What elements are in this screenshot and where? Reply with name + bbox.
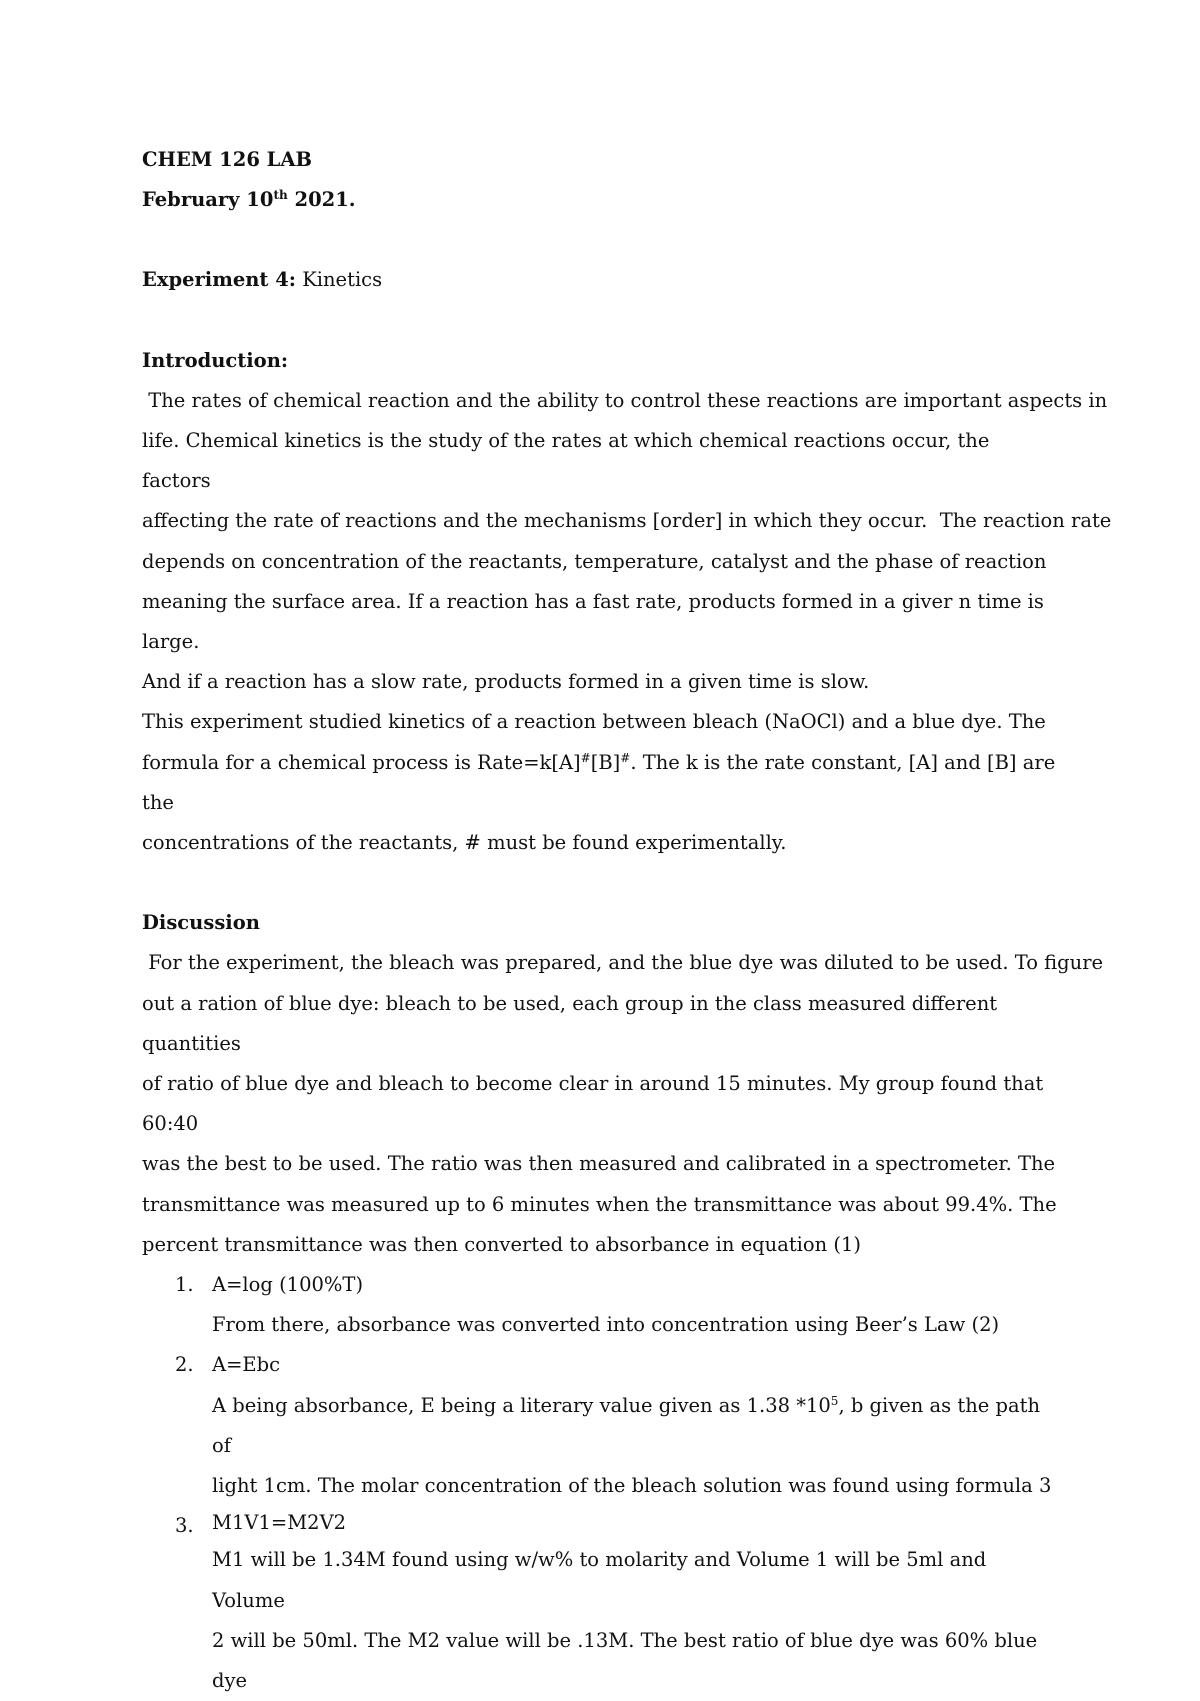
experiment-label: Experiment 4:	[142, 268, 296, 292]
intro-line: concentrations of the reactants, # must be found experimentally.	[142, 831, 787, 855]
discussion-line: For the experiment, the bleach was prepared, and the blue dye was diluted to be used. To figure	[142, 951, 1104, 975]
date-superscript: th	[273, 188, 288, 203]
discussion-line: out a ration of blue dye: bleach to be used, each group in the class measured different quantities	[142, 991, 998, 1055]
equation-number: 2.	[175, 1353, 194, 1377]
discussion-line: transmittance was measured up to 6 minutes when the transmittance was about 99.4%. The	[142, 1192, 1057, 1216]
equation-explanation: 2 will be 50ml. The M2 value will be .13M. The best ratio of blue dye was 60% blue dye	[212, 1628, 1038, 1692]
discussion-line: was the best to be used. The ratio was then measured and calibrated in a spectrometer. The	[142, 1152, 1056, 1176]
equation-list	[142, 1265, 1062, 1701]
equation-formula: A=log (100%T)	[212, 1273, 364, 1297]
formula-text-b: [B]	[590, 750, 621, 774]
introduction-paragraph	[142, 381, 1112, 863]
experiment-line	[142, 260, 1062, 300]
intro-line: life. Chemical kinetics is the study of the rates at which chemical reactions occur, the factors	[142, 429, 990, 493]
explanation-text-b: , b given as the path of	[212, 1393, 1041, 1457]
intro-formula-line	[142, 743, 1062, 823]
formula-text-c: . The k is the rate constant, [A] and [B] are the	[142, 750, 1056, 814]
introduction-heading: Introduction:	[142, 348, 289, 372]
equation-explanation: light 1cm. The molar concentration of the bleach solution was found using formula 3	[212, 1474, 1052, 1498]
equation-explanation: M1 will be 1.34M found using w/w% to molarity and Volume 1 will be 5ml and Volume	[212, 1548, 987, 1612]
formula-superscript-1: #	[580, 750, 591, 765]
date-line	[142, 180, 1062, 220]
intro-line: affecting the rate of reactions and the mechanisms [order] in which they occur. The reaction rate	[142, 509, 1112, 533]
spacer	[142, 863, 1062, 903]
equation-explanation: From there, absorbance was converted into concentration using Beer’s Law (2)	[212, 1313, 1000, 1337]
intro-line: And if a reaction has a slow rate, products formed in a given time is slow.	[142, 670, 870, 694]
intro-line: This experiment studied kinetics of a reaction between bleach (NaOCl) and a blue dye. The	[142, 710, 1046, 734]
equation-item	[142, 1265, 1062, 1345]
equation-number: 3.	[175, 1514, 194, 1538]
discussion-line: of ratio of blue dye and bleach to become clear in around 15 minutes. My group found that 60:40	[142, 1072, 1044, 1136]
intro-line: The rates of chemical reaction and the ability to control these reactions are important aspects in	[142, 388, 1108, 412]
discussion-heading: Discussion	[142, 911, 260, 935]
spacer	[142, 301, 1062, 341]
intro-line: meaning the surface area. If a reaction has a fast rate, products formed in a giver n time is large.	[142, 589, 1044, 654]
experiment-title: Kinetics	[296, 268, 383, 292]
intro-line: depends on concentration of the reactants, temperature, catalyst and the phase of reaction	[142, 549, 1047, 573]
formula-superscript-2: #	[620, 750, 631, 765]
discussion-paragraph	[142, 943, 1104, 1265]
exponent-superscript: 5	[830, 1393, 839, 1408]
document-body	[142, 140, 1112, 1701]
date-main: February 10	[142, 188, 274, 212]
discussion-line: percent transmittance was then converted to absorbance in equation (1)	[142, 1232, 862, 1256]
equation-explanation	[212, 1386, 1062, 1466]
equation-item	[142, 1506, 1062, 1701]
equation-formula: M1V1=M2V2	[212, 1511, 347, 1535]
equation-formula: A=Ebc	[212, 1353, 281, 1377]
spacer	[142, 220, 1062, 260]
formula-text-a: formula for a chemical process is Rate=k[A]	[142, 750, 581, 774]
equation-number: 1.	[175, 1273, 194, 1297]
explanation-text-a: A being absorbance, E being a literary value given as 1.38 *10	[212, 1393, 831, 1417]
course-title: CHEM 126 LAB	[142, 148, 312, 171]
date-year: 2021.	[287, 188, 356, 212]
equation-item	[142, 1345, 1062, 1506]
